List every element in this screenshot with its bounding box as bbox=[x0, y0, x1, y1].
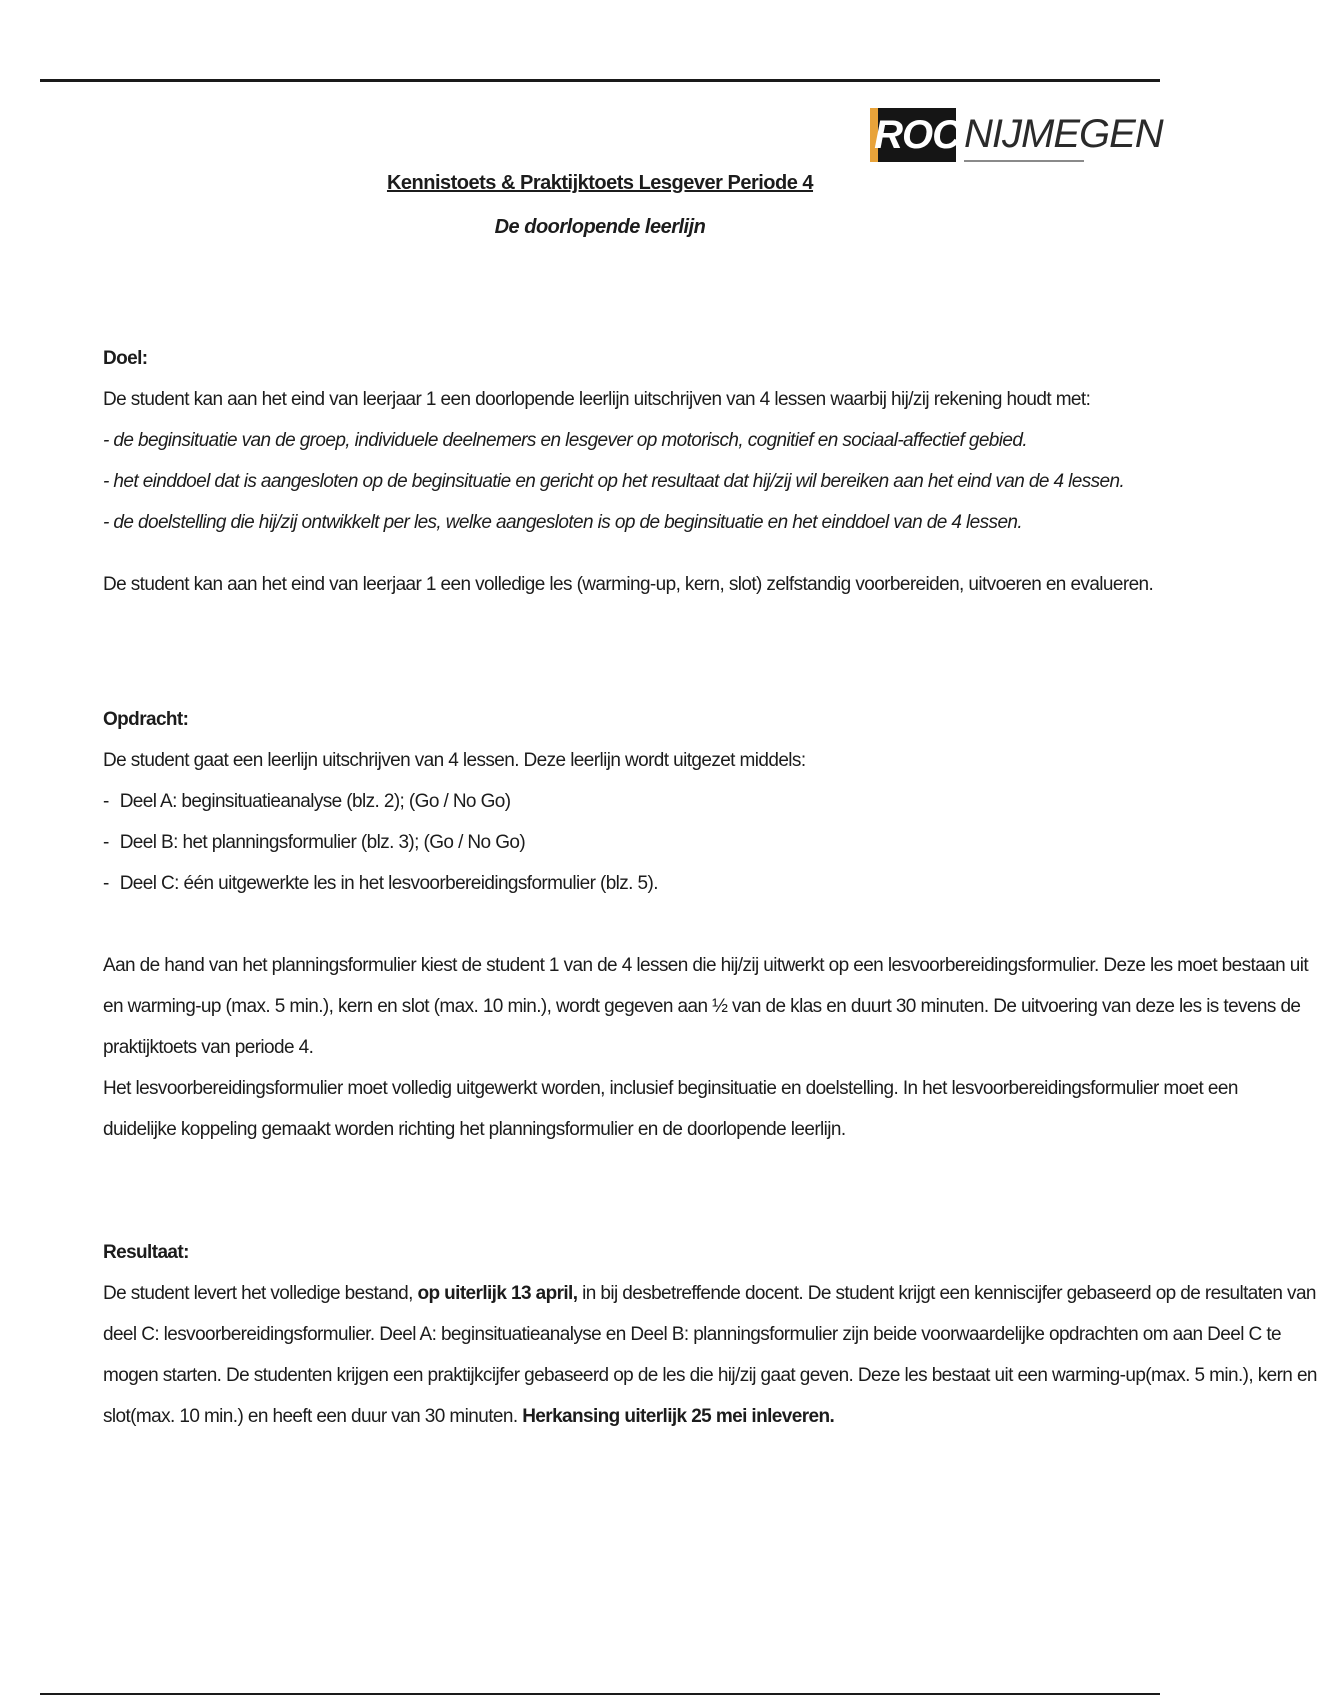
opdracht-item-text: Deel B: het planningsformulier (blz. 3); (Go / No Go) bbox=[119, 832, 526, 853]
logo-underline bbox=[964, 160, 1084, 162]
resultaat-line: deel C: lesvoorbereidingsformulier. Deel A: beginsituatieanalyse en Deel B: planningsformulier zijn beide voorwaardelijke opdrachten om aan Deel C te bbox=[103, 1324, 1281, 1345]
doel-item: - de doelstelling die hij/zij ontwikkelt per les, welke aangesloten is op de beginsituatie en het einddoel van de 4 lessen. bbox=[103, 512, 1023, 533]
opdracht-intro: De student gaat een leerlijn uitschrijven van 4 lessen. Deze leerlijn wordt uitgezet middels: bbox=[103, 750, 806, 771]
resultaat-line bbox=[103, 1396, 1103, 1437]
resultaat-text: in bij desbetreffende docent. De student krijgt een kenniscijfer gebaseerd op de resultaten van bbox=[577, 1283, 1316, 1304]
resultaat-text: slot(max. 10 min.) en heeft een duur van 30 minuten. bbox=[103, 1406, 523, 1427]
opdracht-para1-line: Aan de hand van het planningsformulier kiest de student 1 van de 4 lessen die hij/zij uitwerkt op een lesvoorbereidingsformulier. Deze les moet bestaan uit bbox=[103, 955, 1309, 976]
resultaat-heading: Resultaat: bbox=[103, 1242, 189, 1263]
opdracht-para1-line: praktijktoets van periode 4. bbox=[103, 1037, 314, 1058]
doel-closing: De student kan aan het eind van leerjaar 1 een volledige les (warming-up, kern, slot) zelfstandig voorbereiden, uitvoeren en evalueren. bbox=[103, 574, 1154, 595]
doel-item: - het einddoel dat is aangesloten op de beginsituatie en gericht op het resultaat dat hij/zij wil bereiken aan het eind van de 4 lessen. bbox=[103, 471, 1125, 492]
opdracht-para2-line: Het lesvoorbereidingsformulier moet volledig uitgewerkt worden, inclusief beginsituatie en doelstelling. In het lesvoorbereidingsformulier moet een bbox=[103, 1078, 1238, 1099]
opdracht-list-item bbox=[103, 863, 1103, 904]
doel-heading: Doel: bbox=[103, 348, 148, 369]
opdracht-item-text: Deel C: één uitgewerkte les in het lesvoorbereidingsformulier (blz. 5). bbox=[119, 873, 658, 894]
doel-item: - de beginsituatie van de groep, individuele deelnemers en lesgever op motorisch, cognitief en sociaal-affectief gebied. bbox=[103, 430, 1027, 451]
herkansing-text: Herkansing uiterlijk 25 mei inleveren. bbox=[522, 1406, 835, 1427]
resultaat-section bbox=[103, 1232, 1317, 1437]
deadline-text: op uiterlijk 13 april, bbox=[417, 1283, 578, 1304]
page-title: Kennistoets & Praktijktoets Lesgever Periode 4 bbox=[386, 172, 814, 194]
opdracht-para2-line: duidelijke koppeling gemaakt worden richting het planningsformulier en de doorlopende leerlijn. bbox=[103, 1119, 846, 1140]
opdracht-item-text: Deel A: beginsituatieanalyse (blz. 2); (Go / No Go) bbox=[119, 791, 511, 812]
bullet-marker: - bbox=[103, 873, 109, 894]
doel-section bbox=[103, 338, 1154, 605]
opdracht-list-item bbox=[103, 822, 1103, 863]
page-subtitle: De doorlopende leerlijn bbox=[494, 216, 706, 238]
logo-brand: ROC bbox=[874, 112, 960, 157]
bullet-marker: - bbox=[103, 791, 109, 812]
opdracht-heading: Opdracht: bbox=[103, 709, 189, 730]
resultaat-text: De student levert het volledige bestand, bbox=[103, 1283, 418, 1304]
doel-intro: De student kan aan het eind van leerjaar 1 een doorlopende leerlijn uitschrijven van 4 lessen waarbij hij/zij rekening houdt met: bbox=[103, 389, 1091, 410]
opdracht-para1-line: en warming-up (max. 5 min.), kern en slot (max. 10 min.), wordt gegeven aan ½ van de klas en duurt 30 minuten. De uitvoering van deze les is tevens de bbox=[103, 996, 1301, 1017]
resultaat-line bbox=[103, 1273, 1316, 1314]
opdracht-list-item bbox=[103, 781, 1103, 822]
logo-name: NIJMEGEN bbox=[964, 112, 1163, 156]
bullet-marker: - bbox=[103, 832, 109, 853]
resultaat-line: mogen starten. De studenten krijgen een praktijkcijfer gebaseerd op de les die hij/zij gaat geven. Deze les bestaat uit een warming-up(max. 5 min.), kern en bbox=[103, 1365, 1317, 1386]
roc-nijmegen-logo bbox=[870, 108, 1163, 168]
opdracht-section bbox=[103, 699, 1309, 1150]
top-rule bbox=[40, 79, 1160, 82]
bottom-rule bbox=[40, 1693, 1160, 1695]
logo-block bbox=[870, 108, 960, 162]
